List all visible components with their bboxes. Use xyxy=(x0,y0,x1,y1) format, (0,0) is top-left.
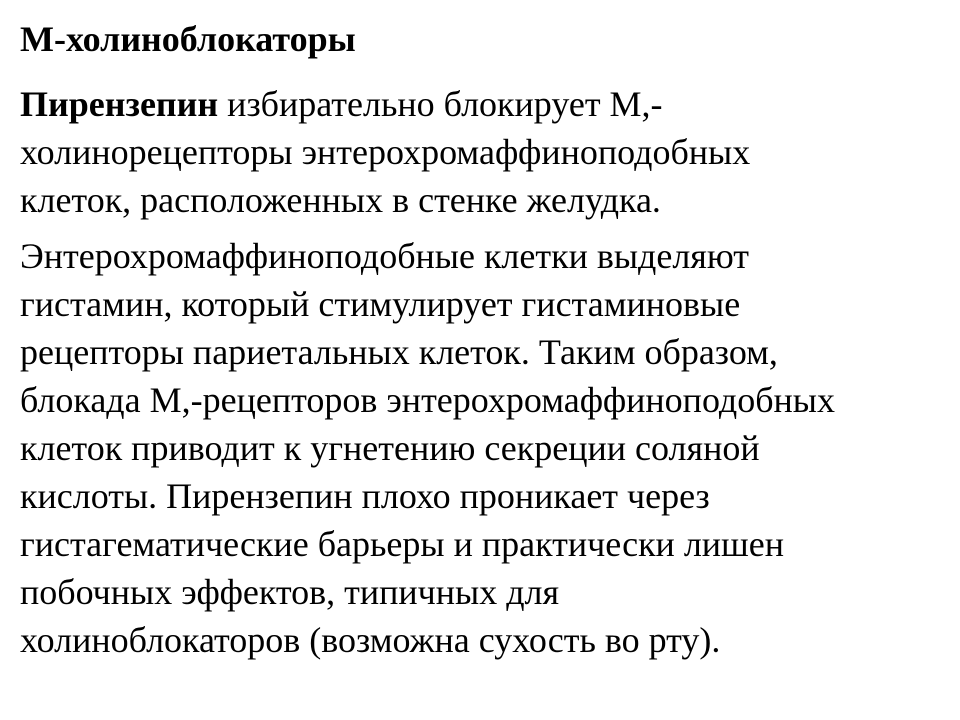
paragraph2-line-3: рецепторы париетальных клеток. Таким образом, xyxy=(20,332,778,372)
paragraph2-line-6: кислоты. Пирензепин плохо проникает через xyxy=(20,476,710,516)
slide-heading: М-холиноблокаторы xyxy=(20,19,356,59)
paragraph2-line-5: клеток приводит к угнетению секреции соляной xyxy=(20,428,760,468)
paragraph2-line-4: блокада М,-рецепторов энтерохромаффиноподобных xyxy=(20,380,835,420)
paragraph1-line-3: клеток, расположенных в стенке желудка. xyxy=(20,180,661,220)
paragraph-mechanism xyxy=(20,232,835,664)
paragraph2-line-8: побочных эффектов, типичных для xyxy=(20,572,560,612)
bold-term: Пирензепин xyxy=(20,84,219,124)
paragraph2-line-7: гистагематические барьеры и практически лишен xyxy=(20,524,785,564)
paragraph-pirenzepine-intro xyxy=(20,80,750,224)
paragraph2-line-9: холиноблокаторов (возможна сухость во рту). xyxy=(20,620,721,660)
paragraph2-line-2: гистамин, который стимулирует гистаминовые xyxy=(20,284,741,324)
paragraph1-line-1-text: избирательно блокирует М,- xyxy=(218,84,663,124)
paragraph2-line-1: Энтерохромаффиноподобные клетки выделяют xyxy=(20,236,750,276)
paragraph1-line-2: холинорецепторы энтерохромаффиноподобных xyxy=(20,132,751,172)
paragraph1-line-1 xyxy=(20,80,750,128)
